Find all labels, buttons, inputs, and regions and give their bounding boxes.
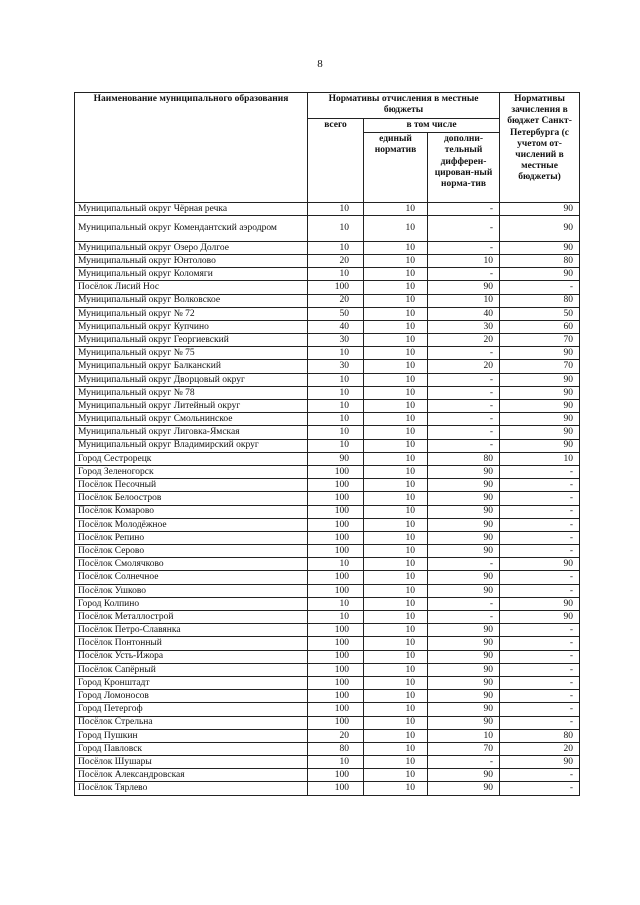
single-norm-cell: 10: [364, 307, 428, 320]
table-row: [75, 360, 580, 373]
total-cell: 10: [308, 241, 364, 254]
total-cell: 10: [308, 439, 364, 452]
header-total: всего: [308, 119, 364, 203]
extra-norm-cell: 30: [428, 320, 500, 333]
single-norm-cell: 10: [364, 281, 428, 294]
municipality-name-cell: Посёлок Усть-Ижора: [75, 650, 308, 663]
total-cell: 100: [308, 637, 364, 650]
municipality-name-cell: Посёлок Шушары: [75, 756, 308, 769]
extra-norm-cell: -: [428, 203, 500, 216]
single-norm-cell: 10: [364, 268, 428, 281]
total-cell: 100: [308, 703, 364, 716]
extra-norm-cell: -: [428, 413, 500, 426]
spb-norm-cell: -: [500, 584, 580, 597]
total-cell: 10: [308, 413, 364, 426]
municipality-name-cell: Муниципальный округ Юнтолово: [75, 254, 308, 267]
spb-norm-cell: 80: [500, 294, 580, 307]
total-cell: 30: [308, 360, 364, 373]
extra-norm-cell: 90: [428, 545, 500, 558]
header-extra: дополни-тельный дифферен-цирован-ный норма-тив: [428, 133, 500, 203]
total-cell: 100: [308, 782, 364, 795]
table-row: [75, 742, 580, 755]
single-norm-cell: 10: [364, 756, 428, 769]
extra-norm-cell: -: [428, 611, 500, 624]
extra-norm-cell: -: [428, 439, 500, 452]
total-cell: 100: [308, 518, 364, 531]
municipality-name-cell: Город Петергоф: [75, 703, 308, 716]
single-norm-cell: 10: [364, 676, 428, 689]
municipality-name-cell: Муниципальный округ Купчино: [75, 320, 308, 333]
total-cell: 100: [308, 650, 364, 663]
extra-norm-cell: 90: [428, 479, 500, 492]
total-cell: 100: [308, 492, 364, 505]
extra-norm-cell: 90: [428, 624, 500, 637]
table-row: [75, 426, 580, 439]
single-norm-cell: 10: [364, 584, 428, 597]
spb-norm-cell: -: [500, 492, 580, 505]
spb-norm-cell: -: [500, 663, 580, 676]
total-cell: 50: [308, 307, 364, 320]
table-row: [75, 334, 580, 347]
table-row: [75, 465, 580, 478]
municipality-name-cell: Посёлок Стрельна: [75, 716, 308, 729]
municipality-name-cell: Посёлок Сапёрный: [75, 663, 308, 676]
municipality-name-cell: Муниципальный округ Владимирский округ: [75, 439, 308, 452]
municipality-name-cell: Муниципальный округ № 72: [75, 307, 308, 320]
total-cell: 100: [308, 769, 364, 782]
single-norm-cell: 10: [364, 216, 428, 241]
single-norm-cell: 10: [364, 716, 428, 729]
municipality-name-cell: Муниципальный округ Литейный округ: [75, 400, 308, 413]
total-cell: 30: [308, 334, 364, 347]
extra-norm-cell: 90: [428, 650, 500, 663]
table-row: [75, 545, 580, 558]
total-cell: 10: [308, 756, 364, 769]
municipality-name-cell: Муниципальный округ Волковское: [75, 294, 308, 307]
table-row: [75, 492, 580, 505]
municipality-name-cell: Муниципальный округ № 75: [75, 347, 308, 360]
single-norm-cell: 10: [364, 373, 428, 386]
spb-norm-cell: 90: [500, 439, 580, 452]
table-row: [75, 281, 580, 294]
single-norm-cell: 10: [364, 465, 428, 478]
single-norm-cell: 10: [364, 637, 428, 650]
table-row: [75, 254, 580, 267]
spb-norm-cell: 90: [500, 241, 580, 254]
spb-norm-cell: 80: [500, 729, 580, 742]
single-norm-cell: 10: [364, 320, 428, 333]
header-name: Наименование муниципального образования: [75, 93, 308, 203]
extra-norm-cell: 90: [428, 531, 500, 544]
single-norm-cell: 10: [364, 531, 428, 544]
extra-norm-cell: 40: [428, 307, 500, 320]
municipality-name-cell: Город Сестрорецк: [75, 452, 308, 465]
spb-norm-cell: -: [500, 703, 580, 716]
spb-norm-cell: -: [500, 624, 580, 637]
single-norm-cell: 10: [364, 690, 428, 703]
spb-norm-cell: -: [500, 650, 580, 663]
total-cell: 90: [308, 452, 364, 465]
single-norm-cell: 10: [364, 518, 428, 531]
spb-norm-cell: 90: [500, 413, 580, 426]
spb-norm-cell: 90: [500, 400, 580, 413]
municipality-name-cell: Город Колпино: [75, 597, 308, 610]
spb-norm-cell: 60: [500, 320, 580, 333]
spb-norm-cell: -: [500, 769, 580, 782]
spb-norm-cell: 90: [500, 597, 580, 610]
single-norm-cell: 10: [364, 624, 428, 637]
total-cell: 100: [308, 584, 364, 597]
table-row: [75, 690, 580, 703]
municipality-name-cell: Муниципальный округ Озеро Долгое: [75, 241, 308, 254]
norms-table: [74, 92, 580, 796]
extra-norm-cell: 90: [428, 676, 500, 689]
extra-norm-cell: 80: [428, 452, 500, 465]
spb-norm-cell: 90: [500, 558, 580, 571]
municipality-name-cell: Посёлок Александровская: [75, 769, 308, 782]
spb-norm-cell: 80: [500, 254, 580, 267]
extra-norm-cell: 90: [428, 281, 500, 294]
single-norm-cell: 10: [364, 703, 428, 716]
table-row: [75, 386, 580, 399]
total-cell: 10: [308, 203, 364, 216]
table-row: [75, 756, 580, 769]
municipality-name-cell: Посёлок Металлострой: [75, 611, 308, 624]
municipality-name-cell: Муниципальный округ Лиговка-Ямская: [75, 426, 308, 439]
total-cell: 10: [308, 268, 364, 281]
header-spb: Нормативы зачисления в бюджет Санкт-Петербурга (с учетом от-числений в местные бюджеты): [500, 93, 580, 203]
extra-norm-cell: 70: [428, 742, 500, 755]
extra-norm-cell: -: [428, 400, 500, 413]
total-cell: 10: [308, 386, 364, 399]
spb-norm-cell: 90: [500, 268, 580, 281]
spb-norm-cell: 90: [500, 611, 580, 624]
table-row: [75, 676, 580, 689]
table-row: [75, 769, 580, 782]
header-including: в том числе: [364, 119, 500, 133]
single-norm-cell: 10: [364, 505, 428, 518]
spb-norm-cell: 90: [500, 373, 580, 386]
spb-norm-cell: -: [500, 716, 580, 729]
total-cell: 100: [308, 690, 364, 703]
extra-norm-cell: -: [428, 426, 500, 439]
total-cell: 10: [308, 558, 364, 571]
spb-norm-cell: -: [500, 479, 580, 492]
extra-norm-cell: 90: [428, 769, 500, 782]
extra-norm-cell: 90: [428, 584, 500, 597]
spb-norm-cell: 20: [500, 742, 580, 755]
single-norm-cell: 10: [364, 241, 428, 254]
total-cell: 20: [308, 254, 364, 267]
table-row: [75, 439, 580, 452]
single-norm-cell: 10: [364, 597, 428, 610]
extra-norm-cell: -: [428, 216, 500, 241]
page-number: 8: [317, 58, 323, 70]
table-row: [75, 413, 580, 426]
single-norm-cell: 10: [364, 558, 428, 571]
extra-norm-cell: -: [428, 268, 500, 281]
table-row: [75, 637, 580, 650]
municipality-name-cell: Посёлок Тярлево: [75, 782, 308, 795]
municipality-name-cell: Муниципальный округ Дворцовый округ: [75, 373, 308, 386]
single-norm-cell: 10: [364, 334, 428, 347]
municipality-name-cell: Посёлок Репино: [75, 531, 308, 544]
municipality-name-cell: Город Кронштадт: [75, 676, 308, 689]
spb-norm-cell: -: [500, 782, 580, 795]
extra-norm-cell: 90: [428, 716, 500, 729]
municipality-name-cell: Муниципальный округ Балканский: [75, 360, 308, 373]
extra-norm-cell: 20: [428, 334, 500, 347]
table-row: [75, 320, 580, 333]
spb-norm-cell: 90: [500, 426, 580, 439]
single-norm-cell: 10: [364, 571, 428, 584]
header-single: единый норматив: [364, 133, 428, 203]
table-row: [75, 373, 580, 386]
table-row: [75, 268, 580, 281]
spb-norm-cell: -: [500, 545, 580, 558]
total-cell: 10: [308, 216, 364, 241]
total-cell: 100: [308, 624, 364, 637]
spb-norm-cell: 90: [500, 203, 580, 216]
single-norm-cell: 10: [364, 347, 428, 360]
table-row: [75, 650, 580, 663]
extra-norm-cell: 90: [428, 637, 500, 650]
municipality-name-cell: Посёлок Солнечное: [75, 571, 308, 584]
extra-norm-cell: 90: [428, 505, 500, 518]
total-cell: 100: [308, 465, 364, 478]
single-norm-cell: 10: [364, 413, 428, 426]
spb-norm-cell: -: [500, 281, 580, 294]
spb-norm-cell: -: [500, 690, 580, 703]
spb-norm-cell: 50: [500, 307, 580, 320]
municipality-name-cell: Муниципальный округ Коломяги: [75, 268, 308, 281]
spb-norm-cell: -: [500, 465, 580, 478]
municipality-name-cell: Посёлок Песочный: [75, 479, 308, 492]
single-norm-cell: 10: [364, 663, 428, 676]
municipality-name-cell: Город Пушкин: [75, 729, 308, 742]
municipality-name-cell: Муниципальный округ Комендантский аэродром: [75, 216, 308, 241]
table-row: [75, 307, 580, 320]
single-norm-cell: 10: [364, 452, 428, 465]
spb-norm-cell: 90: [500, 216, 580, 241]
spb-norm-cell: 90: [500, 386, 580, 399]
extra-norm-cell: 10: [428, 294, 500, 307]
total-cell: 100: [308, 479, 364, 492]
municipality-name-cell: Город Ломоносов: [75, 690, 308, 703]
spb-norm-cell: 10: [500, 452, 580, 465]
municipality-name-cell: Посёлок Молодёжное: [75, 518, 308, 531]
table-row: [75, 531, 580, 544]
single-norm-cell: 10: [364, 360, 428, 373]
spb-norm-cell: -: [500, 518, 580, 531]
table-row: [75, 571, 580, 584]
extra-norm-cell: 20: [428, 360, 500, 373]
total-cell: 100: [308, 281, 364, 294]
total-cell: 100: [308, 716, 364, 729]
table-row: [75, 505, 580, 518]
table-row: [75, 663, 580, 676]
header-norms-local: Нормативы отчисления в местные бюджеты: [308, 93, 500, 119]
table-row: [75, 216, 580, 241]
extra-norm-cell: 10: [428, 254, 500, 267]
total-cell: 100: [308, 571, 364, 584]
municipality-name-cell: Посёлок Ушково: [75, 584, 308, 597]
extra-norm-cell: 90: [428, 492, 500, 505]
table-header: [75, 93, 580, 203]
extra-norm-cell: 90: [428, 663, 500, 676]
table-body: [75, 203, 580, 795]
table-row: [75, 518, 580, 531]
single-norm-cell: 10: [364, 650, 428, 663]
table-row: [75, 347, 580, 360]
table-row: [75, 479, 580, 492]
table-row: [75, 782, 580, 795]
single-norm-cell: 10: [364, 782, 428, 795]
total-cell: 10: [308, 426, 364, 439]
extra-norm-cell: 90: [428, 703, 500, 716]
extra-norm-cell: 90: [428, 518, 500, 531]
municipality-name-cell: Посёлок Понтонный: [75, 637, 308, 650]
extra-norm-cell: -: [428, 597, 500, 610]
total-cell: 100: [308, 505, 364, 518]
table-row: [75, 558, 580, 571]
single-norm-cell: 10: [364, 742, 428, 755]
table-row: [75, 729, 580, 742]
total-cell: 100: [308, 663, 364, 676]
extra-norm-cell: 90: [428, 465, 500, 478]
extra-norm-cell: -: [428, 241, 500, 254]
total-cell: 100: [308, 531, 364, 544]
extra-norm-cell: 10: [428, 729, 500, 742]
total-cell: 10: [308, 400, 364, 413]
spb-norm-cell: -: [500, 676, 580, 689]
total-cell: 40: [308, 320, 364, 333]
single-norm-cell: 10: [364, 545, 428, 558]
single-norm-cell: 10: [364, 400, 428, 413]
municipality-name-cell: Посёлок Комарово: [75, 505, 308, 518]
extra-norm-cell: -: [428, 347, 500, 360]
spb-norm-cell: 90: [500, 347, 580, 360]
spb-norm-cell: -: [500, 531, 580, 544]
municipality-name-cell: Муниципальный округ Чёрная речка: [75, 203, 308, 216]
municipality-name-cell: Посёлок Белоостров: [75, 492, 308, 505]
single-norm-cell: 10: [364, 439, 428, 452]
table-row: [75, 203, 580, 216]
spb-norm-cell: -: [500, 637, 580, 650]
total-cell: 80: [308, 742, 364, 755]
extra-norm-cell: -: [428, 558, 500, 571]
single-norm-cell: 10: [364, 294, 428, 307]
spb-norm-cell: 70: [500, 360, 580, 373]
table-row: [75, 716, 580, 729]
extra-norm-cell: -: [428, 756, 500, 769]
single-norm-cell: 10: [364, 386, 428, 399]
single-norm-cell: 10: [364, 769, 428, 782]
single-norm-cell: 10: [364, 729, 428, 742]
extra-norm-cell: 90: [428, 690, 500, 703]
extra-norm-cell: 90: [428, 782, 500, 795]
extra-norm-cell: -: [428, 386, 500, 399]
table-row: [75, 611, 580, 624]
total-cell: 10: [308, 597, 364, 610]
single-norm-cell: 10: [364, 611, 428, 624]
total-cell: 10: [308, 347, 364, 360]
total-cell: 10: [308, 611, 364, 624]
municipality-name-cell: Посёлок Лисий Нос: [75, 281, 308, 294]
municipality-name-cell: Город Зеленогорск: [75, 465, 308, 478]
total-cell: 100: [308, 545, 364, 558]
extra-norm-cell: 90: [428, 571, 500, 584]
spb-norm-cell: -: [500, 571, 580, 584]
table-row: [75, 597, 580, 610]
municipality-name-cell: Посёлок Петро-Славянка: [75, 624, 308, 637]
spb-norm-cell: 70: [500, 334, 580, 347]
spb-norm-cell: -: [500, 505, 580, 518]
table-row: [75, 584, 580, 597]
municipality-name-cell: Посёлок Серово: [75, 545, 308, 558]
total-cell: 10: [308, 373, 364, 386]
table-row: [75, 241, 580, 254]
municipality-name-cell: Город Павловск: [75, 742, 308, 755]
table-row: [75, 294, 580, 307]
total-cell: 20: [308, 729, 364, 742]
municipality-name-cell: Муниципальный округ № 78: [75, 386, 308, 399]
table-row: [75, 624, 580, 637]
table-row: [75, 703, 580, 716]
table-row: [75, 452, 580, 465]
extra-norm-cell: -: [428, 373, 500, 386]
municipality-name-cell: Муниципальный округ Георгиевский: [75, 334, 308, 347]
total-cell: 20: [308, 294, 364, 307]
single-norm-cell: 10: [364, 203, 428, 216]
municipality-name-cell: Муниципальный округ Смольнинское: [75, 413, 308, 426]
single-norm-cell: 10: [364, 254, 428, 267]
single-norm-cell: 10: [364, 479, 428, 492]
total-cell: 100: [308, 676, 364, 689]
single-norm-cell: 10: [364, 426, 428, 439]
municipality-name-cell: Посёлок Смолячково: [75, 558, 308, 571]
spb-norm-cell: 90: [500, 756, 580, 769]
table-row: [75, 400, 580, 413]
single-norm-cell: 10: [364, 492, 428, 505]
